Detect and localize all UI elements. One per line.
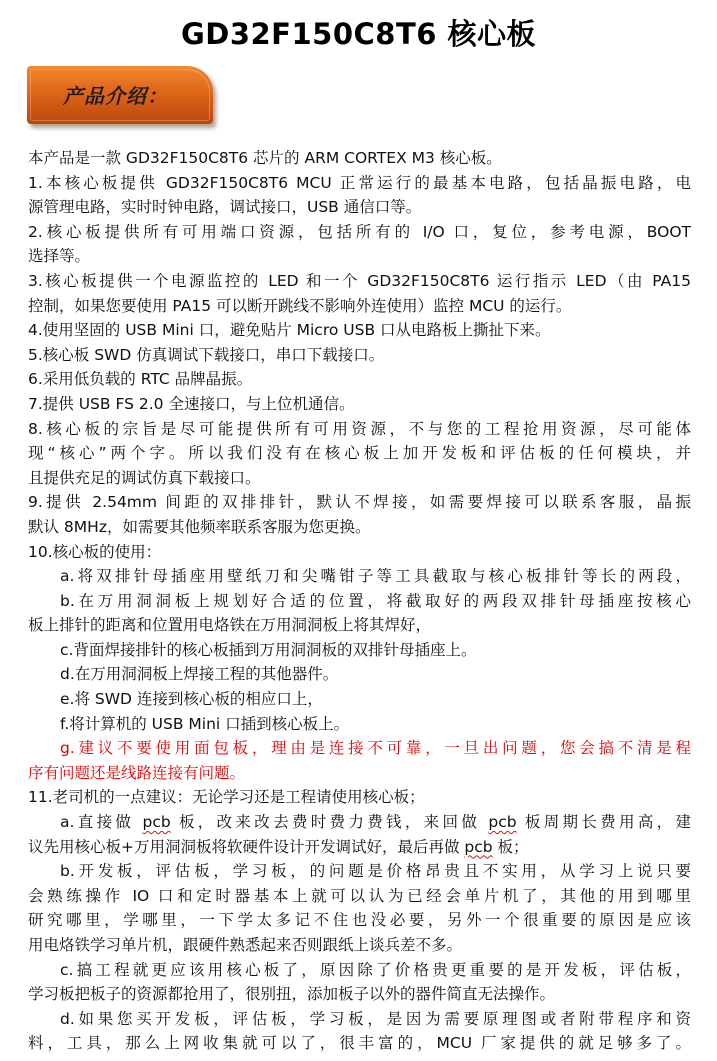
text-line: c.搞工程就更应该用核心板了，原因除了价格贵更重要的是开发板，评估板， [60, 960, 691, 979]
text-line: 2.核心板提供所有可用端口资源，包括所有的 I/O 口，复位，参考电源，BOOT [28, 222, 691, 241]
text-line: 10.核心板的使用： [28, 542, 162, 561]
text-line: 学习板把板子的资源都抢用了，很别扭，添加板子以外的器件简直无法操作。 [28, 985, 556, 1004]
text-line: e.将 SWD 连接到核心板的相应口上， [60, 690, 323, 709]
text-line: a.直接做 pcb 板，改来改去费时费力费钱，来回做 pcb 板周期长费用高，建 [60, 813, 691, 832]
text-line: 控制，如果您要使用 PA15 可以断开跳线不影响外连使用）监控 MCU 的运行。 [28, 296, 572, 315]
text-line: 4.使用坚固的 USB Mini 口，避免贴片 Micro USB 口从电路板上撕扯下来。 [28, 321, 551, 340]
text-line: 序有问题还是线路连接有问题。 [28, 763, 246, 782]
text-line: 8.核心板的宗旨是尽可能提供所有可用资源，不与您的工程抢用资源，尽可能体 [28, 419, 691, 438]
text-line: 现“核心”两个字。所以我们没有在核心板上加开发板和评估板的任何模块，并 [28, 444, 691, 463]
text-line: 11.老司机的一点建议：无论学习还是工程请使用核心板； [28, 788, 425, 807]
text-line: 研究哪里，学哪里，一下学太多记不住也没必要，另外一个很重要的原因是应该 [28, 911, 691, 930]
text-line: g.建议不要使用面包板，理由是连接不可靠，一旦出问题，您会搞不清是程 [60, 739, 691, 758]
text-line: f.将计算机的 USB Mini 口插到核心板上。 [60, 714, 350, 733]
text-line: 3.核心板提供一个电源监控的 LED 和一个 GD32F150C8T6 运行指示 LED（由 PA15 [28, 271, 691, 290]
spellcheck-word: pcb [464, 837, 493, 856]
text-line: d.在万用洞洞板上焊接工程的其他器件。 [60, 665, 339, 684]
document-body [28, 146, 691, 1056]
text-line: 会熟练操作 IO 口和定时器基本上就可以认为已经会单片机了，其他的用到哪里 [28, 886, 691, 905]
text-line: 本产品是一款 GD32F150C8T6 芯片的 ARM CORTEX M3 核心板。 [28, 149, 502, 167]
section-label: 产品介绍： [63, 84, 168, 108]
text-line: a.将双排针母插座用壁纸刀和尖嘴钳子等工具截取与核心板排针等长的两段， [60, 567, 691, 586]
text-line: 料，工具，那么上网收集就可以了，很丰富的，MCU 厂家提供的就足够多了。 [28, 1034, 691, 1053]
text-line: 9.提供 2.54mm 间距的双排排针，默认不焊接，如需要焊接可以联系客服，晶振 [28, 493, 691, 512]
text-line: 默认 8MHz，如需要其他频率联系客服为您更换。 [28, 517, 371, 536]
text-line: 用电烙铁学习单片机，跟硬件熟悉起来否则跟纸上谈兵差不多。 [28, 936, 463, 954]
text-line: 6.采用低负载的 RTC 品牌晶振。 [28, 370, 253, 389]
text-line: b.开发板，评估板，学习板，的问题是价格昂贵且不实用，从学习上说只要 [60, 862, 691, 881]
text-line: 7.提供 USB FS 2.0 全速接口，与上位机通信。 [28, 394, 355, 413]
spellcheck-word: pcb [142, 813, 171, 832]
text-line: b.在万用洞洞板上规划好合适的位置，将截取好的两段双排针母插座按核心 [60, 591, 691, 610]
text-line: 源管理电路，实时时钟电路，调试接口，USB 通信口等。 [28, 198, 422, 217]
page-title: GD32F150C8T6 核心板 [180, 17, 537, 51]
text-line: 议先用核心板+万用洞洞板将软硬件设计开发调试好，最后再做 pcb 板； [28, 837, 529, 856]
text-line: c.背面焊接排针的核心板插到万用洞洞板的双排针母插座上。 [60, 640, 477, 659]
text-line: 5.核心板 SWD 仿真调试下载接口，串口下载接口。 [28, 345, 385, 364]
spellcheck-word: pcb [488, 813, 517, 832]
text-line: 选择等。 [28, 247, 91, 266]
text-line: 1.本核心板提供 GD32F150C8T6 MCU 正常运行的最基本电路，包括晶振电路，电 [28, 173, 691, 192]
text-line: d.如果您买开发板，评估板，学习板，是因为需要原理图或者附带程序和资 [60, 1009, 691, 1028]
section-banner [27, 66, 213, 124]
text-line: 且提供充足的调试仿真下载接口。 [28, 468, 261, 487]
text-line: 板上排针的距离和位置用电烙铁在万用洞洞板上将其焊好， [28, 616, 432, 635]
